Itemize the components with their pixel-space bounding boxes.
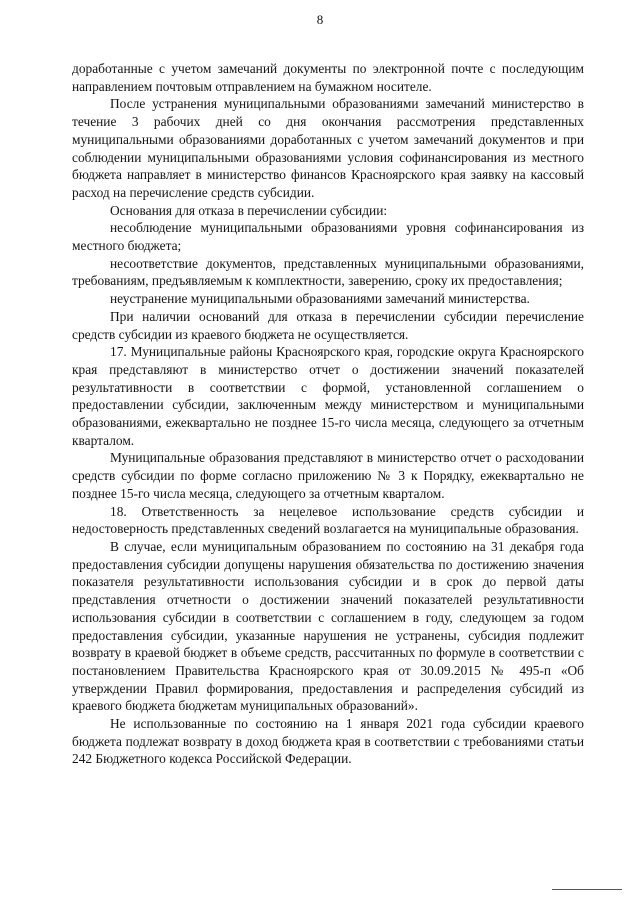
paragraph-clause-18: 18. Ответственность за нецелевое использование средств субсидии и недостоверность представленных сведений возлагается на муниципальные образования.: [72, 503, 584, 537]
paragraph-refusal-ground-3: неустранение муниципальными образованиями замечаний министерства.: [110, 291, 530, 307]
paragraph-refusal-grounds-heading: Основания для отказа в перечислении субсидии:: [110, 202, 388, 218]
paragraph-clause-17: 17. Муниципальные районы Красноярского края, городские округа Красноярского края представляют в министерство отчет о достижении значений показателей результативности в соответствии с формой, установленной соглашением о предоставлении субсидии, заключенным между министерством и муниципальными образованиями, ежеквартально не позднее 15-го числа месяца, следующего за отчетным кварталом.: [72, 344, 584, 448]
paragraph-submission-to-finance: После устранения муниципальными образованиями замечаний министерство в течение 3 рабочих дней со дня окончания рассмотрения представленных муниципальными образованиями доработанных с учетом замечаний документов и при соблюдении муниципальными образованиями условия софинансирования из местного бюджета направляет в министерство финансов Красноярского края заявку на кассовый расход на перечисление средств субсидии.: [72, 96, 584, 200]
page-number: 8: [316, 12, 324, 27]
paragraph-refusal-ground-1: несоблюдение муниципальными образованиями уровня софинансирования из местного бюджета;: [72, 220, 584, 254]
paragraph-continuation: доработанные с учетом замечаний документы по электронной почте с последующим направлением почтовым отправлением на бумажном носителе.: [72, 61, 584, 94]
paragraph-refusal-ground-2: несоответствие документов, представленных муниципальными образованиями, требованиям, предъявляемым к комплектности, заверению, сроку их предоставления;: [72, 255, 584, 289]
paragraph-unused-subsidy-return: Не использованные по состоянию на 1 января 2021 года субсидии краевого бюджета подлежат возврату в доход бюджета края в соответствии с требованиями статьи 242 Бюджетного кодекса Российской Федерации.: [72, 716, 584, 767]
paragraph-clause-18-refund: В случае, если муниципальным образованием по состоянию на 31 декабря года предоставления субсидии допущены нарушения обязательства по достижению значения показателя результативности использования субсидии и в срок до первой даты представления отчетности о достижении значений показателей результативности использования субсидии в соответствии с соглашением в году, следующем за годом предоставления субсидии, указанные нарушения не устранены, субсидия подлежит возврату в краевой бюджет в объеме средств, рассчитанных по формуле в соответствии с постановлением Правительства Красноярского края от 30.09.2015 № 495-п «Об утверждении Правил формирования, предоставления и распределения субсидий из краевого бюджета бюджетам муниципальных образований».: [72, 538, 584, 714]
paragraph-clause-17-expense-report: Муниципальные образования представляют в министерство отчет о расходовании средств субсидии по форме согласно приложению № 3 к Порядку, ежеквартально не позднее 15-го числа месяца, следующего за отчетным кварталом.: [72, 450, 584, 501]
document-body: [72, 60, 584, 768]
paragraph-refusal-effect: При наличии оснований для отказа в перечислении субсидии перечисление средств субсидии из краевого бюджета не осуществляется.: [72, 308, 584, 342]
footer-divider: [552, 889, 622, 890]
